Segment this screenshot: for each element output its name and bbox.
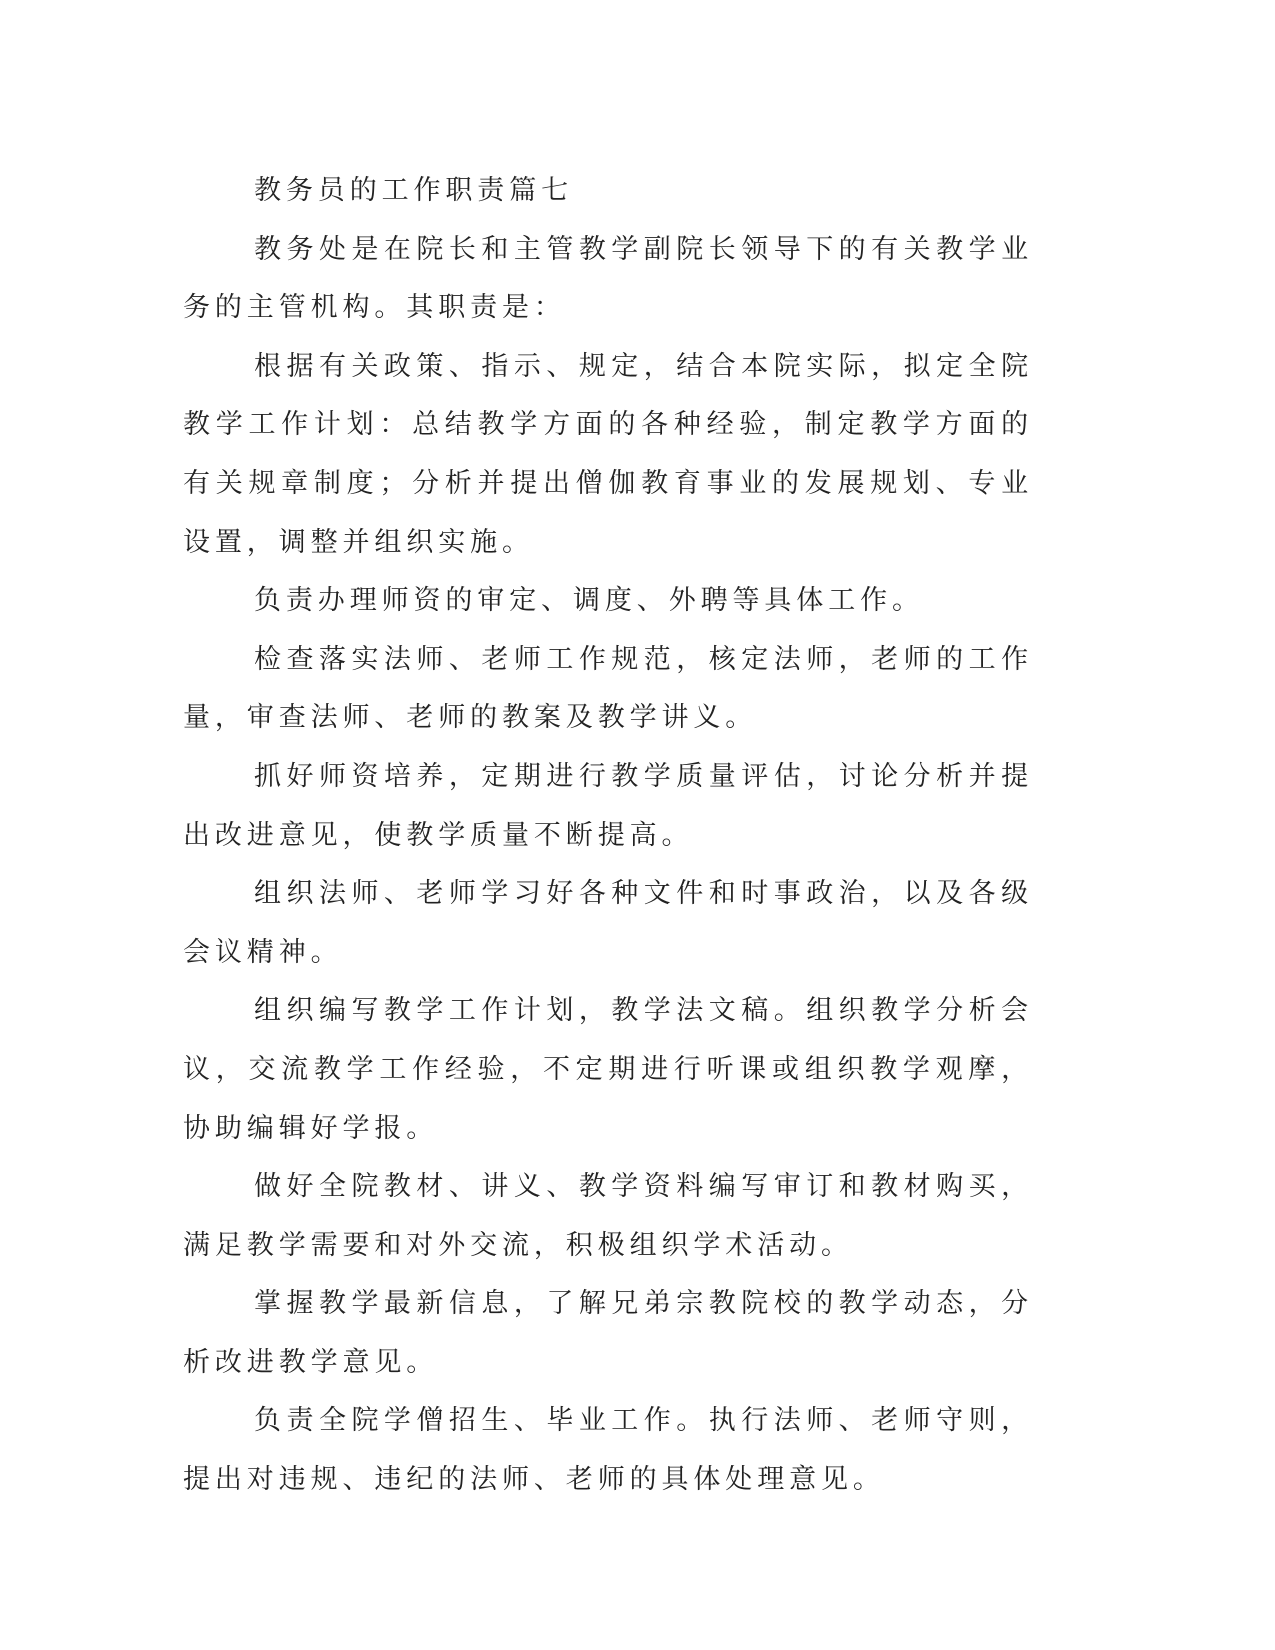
document-title: 教务员的工作职责篇七 (254, 175, 573, 206)
document-body (183, 162, 1033, 1510)
paragraph: 组织法师、老师学习好各种文件和时事政治，以及各级会议精神。 (183, 878, 1033, 968)
paragraph: 负责办理师资的审定、调度、外聘等具体工作。 (254, 585, 924, 617)
paragraph: 负责全院学僧招生、毕业工作。执行法师、老师守则，提出对违规、违纪的法师、老师的具体处理意见。 (183, 1405, 1033, 1496)
paragraph: 组织编写教学工作计划，教学法文稿。组织教学分析会议，交流教学工作经验，不定期进行听课或组织教学观摩，协助编辑好学报。 (183, 995, 1033, 1144)
paragraph: 抓好师资培养，定期进行教学质量评估，讨论分析并提出改进意见，使教学质量不断提高。 (183, 760, 1033, 851)
paragraph: 教务处是在院长和主管教学副院长领导下的有关教学业务的主管机构。其职责是： (183, 233, 1033, 324)
paragraph: 掌握教学最新信息，了解兄弟宗教院校的教学动态，分析改进教学意见。 (183, 1288, 1033, 1378)
paragraph: 检查落实法师、老师工作规范，核定法师，老师的工作量，审查法师、老师的教案及教学讲义。 (183, 643, 1033, 734)
paragraph: 根据有关政策、指示、规定，结合本院实际，拟定全院教学工作计划：总结教学方面的各种经验，制定教学方面的有关规章制度；分析并提出僧伽教育事业的发展规划、专业设置，调整并组织实施。 (183, 350, 1033, 558)
paragraph: 做好全院教材、讲义、教学资料编写审订和教材购买，满足教学需要和对外交流，积极组织学术活动。 (183, 1171, 1033, 1261)
